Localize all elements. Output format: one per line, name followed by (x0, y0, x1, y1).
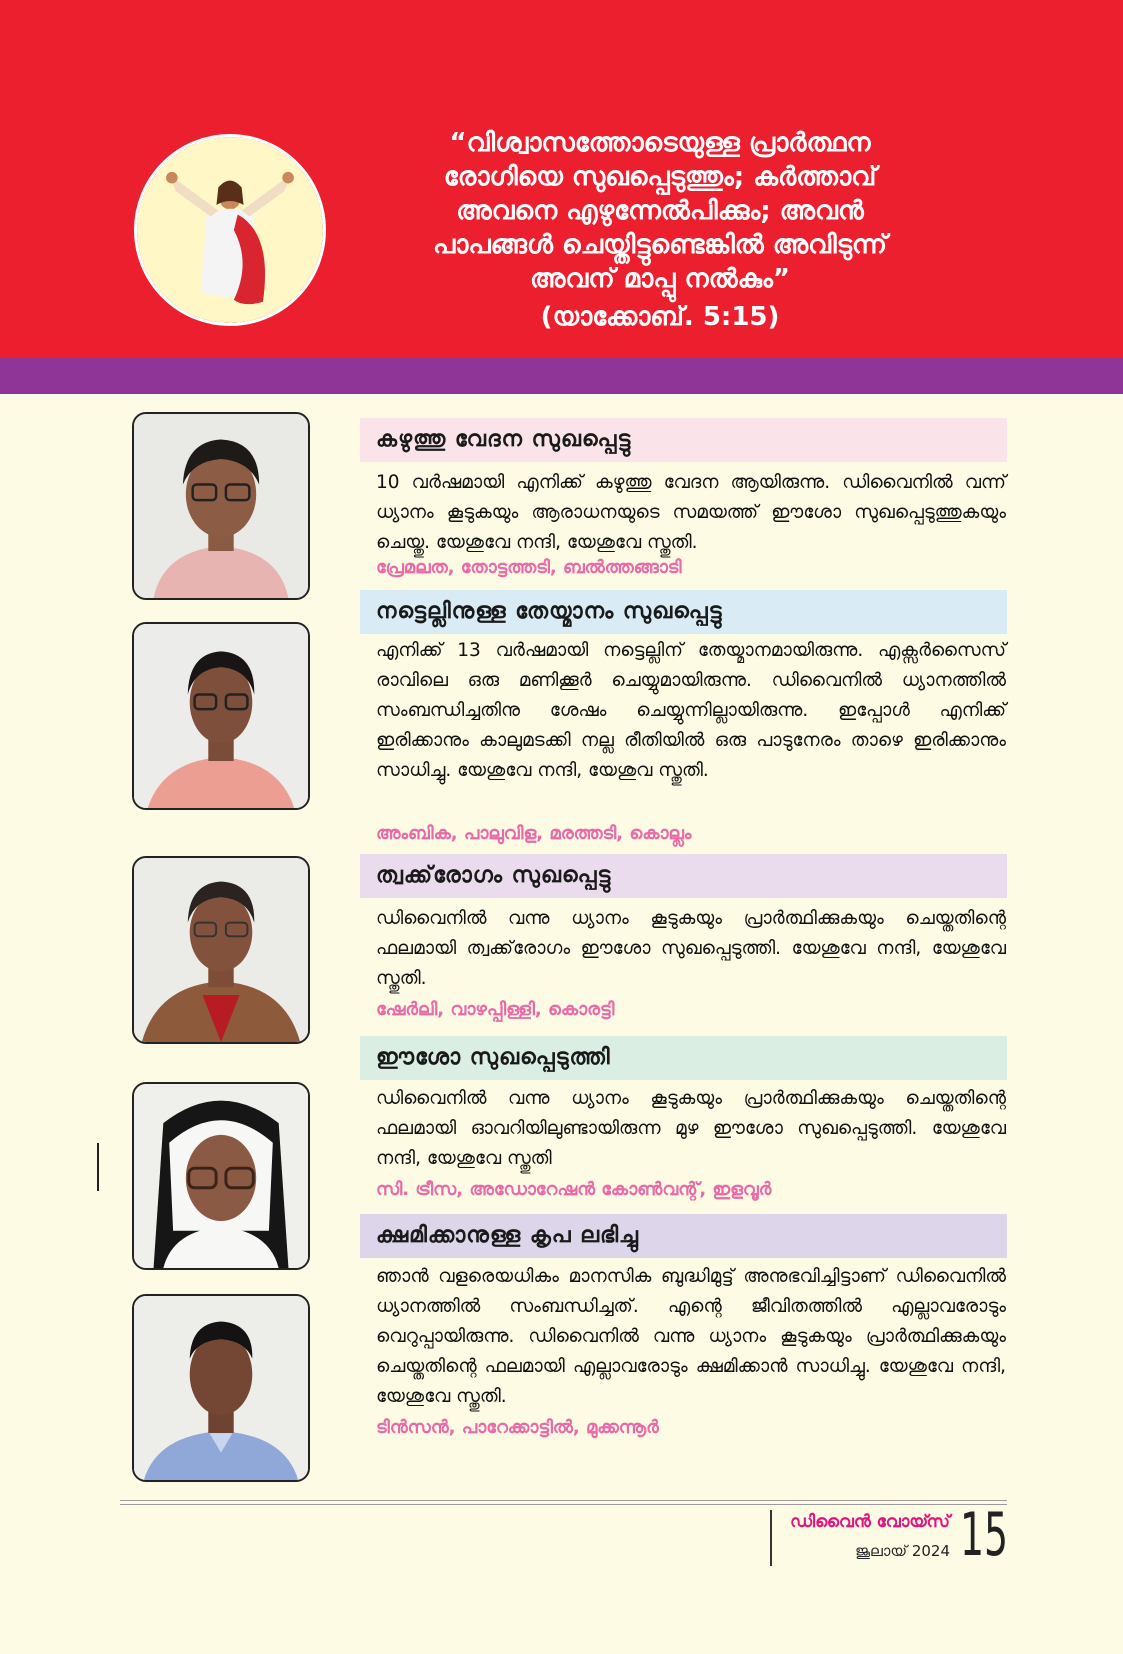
page-number: 15 (960, 1500, 1009, 1570)
jesus-logo-icon (134, 134, 326, 326)
verse-line: അവനെ എഴുന്നേൽപിക്കും; അവൻ (456, 196, 864, 226)
header-strip (0, 358, 1123, 394)
margin-mark (97, 1143, 99, 1191)
man-portrait-icon (132, 1294, 310, 1482)
bible-verse (370, 126, 950, 296)
footer-rule (120, 1500, 1007, 1505)
testimony-body: 10 വർഷമായി എനിക്ക് കഴുത്തു വേദന ആയിരുന്നു. ഡിവൈനിൽ വന്ന് ധ്യാനം കൂടുകയും ആരാധനയുടെ സമയത്ത് ഈശോ സുഖപ്പെടുത്തുകയും ചെയ്തു. യേശുവേ നന്ദി, യേശുവേ സ്തുതി. (376, 472, 1006, 553)
woman-portrait-icon (132, 856, 310, 1044)
testimony-heading-text: കഴുത്തു വേദന സുഖപ്പെട്ടു (376, 427, 632, 452)
testimony-signature: ഷേർലി, വാഴപ്പിള്ളി, കൊരട്ടി (376, 999, 615, 1020)
nun-portrait-icon (132, 1082, 310, 1270)
testimony-signature: പ്രേമലത, തോട്ടത്തടി, ബൽത്തങ്ങാടി (376, 557, 682, 578)
verse-line: രോഗിയെ സുഖപ്പെടുത്തും; കർത്താവ് (443, 162, 877, 192)
verse-reference: (യാക്കോബ്. 5:15) (540, 302, 780, 332)
testimony-heading-text: ത്വക്ക്‌രോഗം സുഖപ്പെട്ടു (376, 863, 612, 888)
testimony-heading-text: ഈശോ സുഖപ്പെടുത്തി (376, 1045, 611, 1070)
testimony-body: ഞാൻ വളരെയധികം മാനസിക ബുദ്ധിമുട്ട് അനുഭവിച്ചിട്ടാണ് ഡിവൈനിൽ ധ്യാനത്തിൽ സംബന്ധിച്ചത്. എന്റെ ജീവിതത്തിൽ എല്ലാവരോടും വെറുപ്പായിരുന്നു. ഡിവൈനിൽ വന്നു ധ്യാനം കൂടുകയും പ്രാർത്ഥിക്കുകയും ചെയ്തതിന്റെ ഫലമായി എല്ലാവരോടും ക്ഷമിക്കാൻ സാധിച്ചു. യേശുവേ നന്ദി, യേശുവേ സ്തുതി. (376, 1266, 1006, 1407)
testimony-heading (360, 1214, 1007, 1258)
testimony-heading-text: ക്ഷമിക്കാനുള്ള കൃപ ലഭിച്ചു (376, 1223, 639, 1248)
testimony-heading (360, 854, 1007, 898)
testimony-signature: അംബിക, പാലുവിള, മരത്തടി, കൊല്ലം (376, 823, 692, 844)
magazine-name: ഡിവൈൻ വോയ്സ് (790, 1512, 950, 1532)
testimony-body: ഡിവൈനിൽ വന്നു ധ്യാനം കൂടുകയും പ്രാർത്ഥിക്കുകയും ചെയ്തതിന്റെ ഫലമായി ഓവറിയിലുണ്ടായിരുന്ന മുഴ ഈശോ സുഖപ്പെടുത്തി. യേശുവേ നന്ദി, യേശുവേ സ്തുതി (376, 1088, 1006, 1169)
testimony-body: ഡിവൈനിൽ വന്നു ധ്യാനം കൂടുകയും പ്രാർത്ഥിക്കുകയും ചെയ്തതിന്റെ ഫലമായി ത്വക്ക്‌രോഗം ഈശോ സുഖപ്പെടുത്തി. യേശുവേ നന്ദി, യേശുവേ സ്തുതി. (376, 908, 1006, 989)
testimony-body: എനിക്ക് 13 വർഷമായി നട്ടെല്ലിന് തേയ്മാനമായിരുന്നു. എക്സർസൈസ് രാവിലെ ഒരു മണിക്കൂർ ചെയ്യുമായിരുന്നു. ഡിവൈനിൽ ധ്യാനത്തിൽ സംബന്ധിച്ചതിനു ശേഷം ചെയ്യുന്നില്ലായിരുന്നു. ഇപ്പോൾ എനിക്ക് ഇരിക്കാനും കാലുമടക്കി നല്ല രീതിയിൽ ഒരു പാടുനേരം താഴെ ഇരിക്കാനും സാധിച്ചു. യേശുവേ നന്ദി, യേശുവ സ്തുതി. (376, 640, 1006, 781)
issue-date: ജൂലായ് 2024 (855, 1542, 950, 1560)
verse-line: അവന് മാപ്പു നൽകും” (530, 264, 790, 294)
woman-portrait-icon (132, 622, 310, 810)
testimony-signature: ടിൻസൻ, പാറേക്കാട്ടിൽ, മുക്കന്നൂർ (376, 1417, 659, 1438)
verse-line: പാപങ്ങൾ ചെയ്തിട്ടുണ്ടെങ്കിൽ അവിടുന്ന് (432, 230, 888, 260)
testimony-heading-text: നട്ടെല്ലിനുള്ള തേയ്മാനം സുഖപ്പെട്ടു (376, 599, 723, 624)
testimony-signature: സി. ട്രീസ, അഡോറേഷൻ കോൺവന്റ്, ഇളവൂർ (376, 1179, 772, 1200)
woman-portrait-icon (132, 412, 310, 600)
footer-divider (770, 1510, 772, 1566)
verse-line: “വിശ്വാസത്തോടെയുള്ള പ്രാർത്ഥന (449, 128, 871, 158)
testimony-heading (360, 1036, 1007, 1080)
testimony-heading (360, 590, 1007, 634)
testimony-heading (360, 418, 1007, 462)
